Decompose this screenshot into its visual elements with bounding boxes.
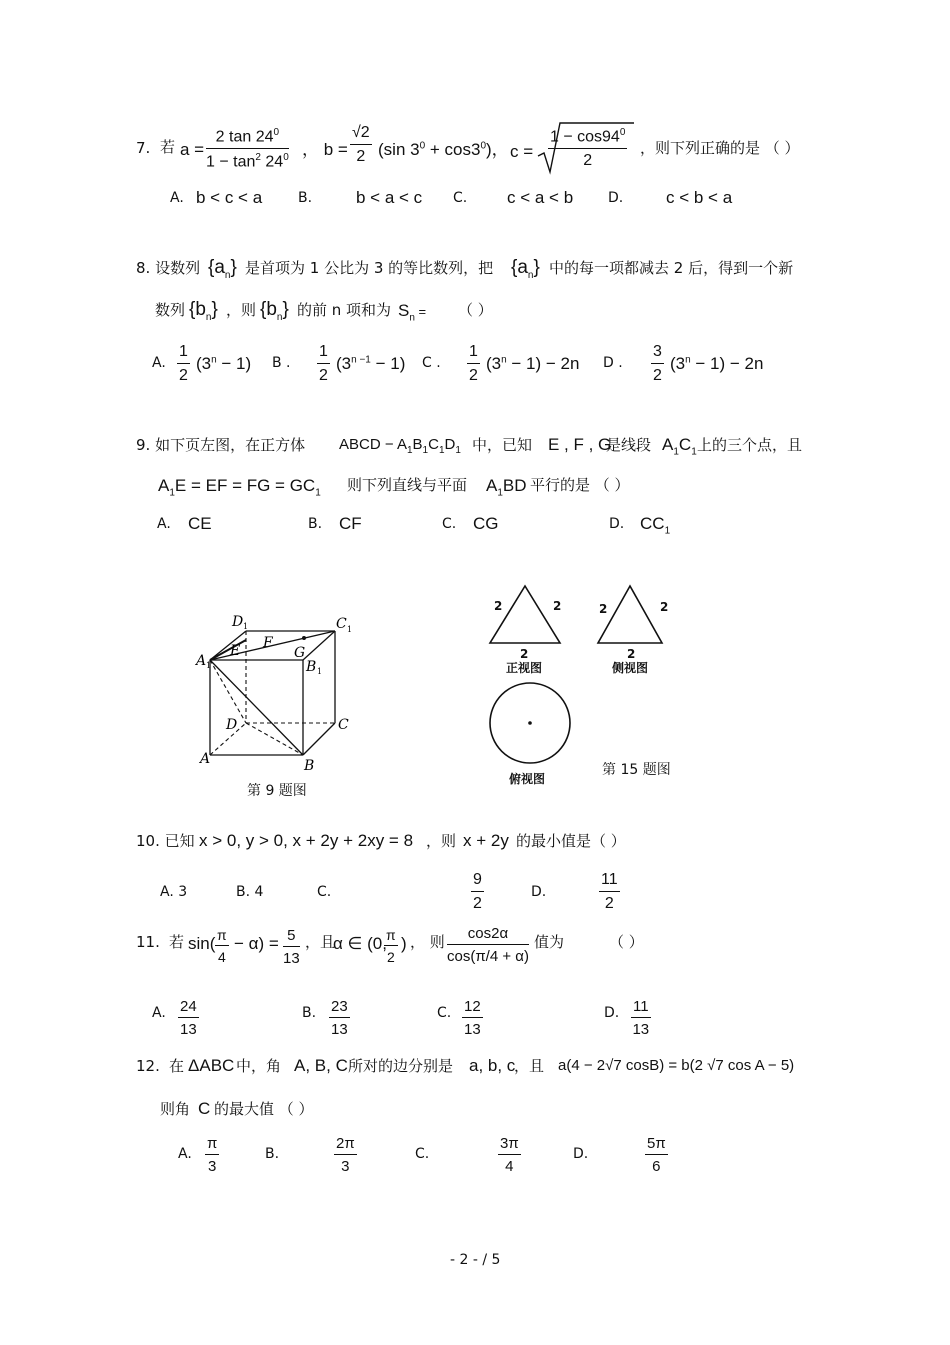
q7-c-fraction: $\frac{1 - \cos 94^0}{2}$ [550, 127, 626, 170]
q8-opt-d-label: D . [603, 355, 623, 371]
q10-line: 10. 已知 [136, 832, 195, 850]
q11-pre: 若 [169, 933, 185, 951]
q10-mid: ，则 [426, 832, 457, 850]
svg-text:1: 1 [243, 622, 249, 631]
q8-line1-mid: 是首项为 1 公比为 3 的等比数列，把 [245, 259, 494, 277]
q11-range: α ∈ (0, [333, 934, 387, 953]
svg-text:1: 1 [206, 661, 212, 670]
q7-a-fraction: $\frac{2 \tan 24^0}{1 - \tan^2 24^0}$ [206, 127, 289, 171]
q9-line1-mid: 中，已知 [472, 436, 533, 454]
q8-line2-pre: 数列 [155, 301, 186, 319]
label-d1: D [232, 614, 244, 630]
q12-sides: a, b, c [469, 1056, 516, 1075]
q7-b-eq: ， b = [302, 140, 348, 159]
page-number: - 2 - / 5 [450, 1252, 501, 1268]
q12-num: 12. [136, 1057, 160, 1075]
q7-tail: ，则下列正确的是 （ ） [640, 139, 800, 157]
q9-opt-b-label: B. [308, 516, 323, 532]
q12-mid: 中，角 [236, 1057, 282, 1075]
q8-opt-c-frac: $\frac{1}{2}$ [469, 343, 478, 384]
q12-opt-b-frac: $\frac{2\pi}{3}$ [336, 1135, 355, 1175]
q12-triangle: ΔABC [188, 1056, 235, 1075]
front-bottom-label: 2 [520, 647, 529, 661]
q12-pre: 在 [169, 1057, 185, 1075]
q12-opt-d-frac: $\frac{5\pi}{6}$ [647, 1135, 666, 1175]
label-b: B [304, 758, 315, 774]
q7-opt-b-label: B. [298, 190, 313, 206]
side-bottom-label: 2 [627, 647, 636, 661]
top-view-caption: 俯视图 [509, 772, 546, 786]
q11-minus: − α) = [234, 934, 279, 953]
q7-b-fraction: $\frac{√2}{2}$ [352, 124, 370, 165]
front-left-label: 2 [494, 599, 503, 613]
q9-line1-pre: 9. 如下页左图，在正方体 [136, 436, 306, 454]
q8-opt-b-expr: $(3^{n -1} - 1)$ [336, 354, 406, 373]
q12-mid3: ，且 [514, 1057, 545, 1075]
q12-opt-c-frac: $\frac{3\pi}{4}$ [500, 1135, 519, 1175]
front-right-label: 2 [553, 599, 562, 613]
label-a1: A [196, 653, 207, 669]
label-c1: C [336, 616, 347, 632]
q8-opt-b-label: B . [272, 355, 291, 371]
q12-opt-a-frac: $\frac{\pi}{3}$ [207, 1135, 218, 1175]
label-g: G [294, 645, 306, 661]
side-view-caption: 侧视图 [612, 661, 649, 675]
q9-line1-mid2: 是线段 [606, 436, 652, 454]
q10-tail: 的最小值是（ ） [516, 832, 626, 850]
label-a: A [200, 751, 211, 767]
q9-opt-b: CF [339, 514, 362, 533]
q9-line2-mid: 则下列直线与平面 [347, 476, 468, 494]
q8-line2-tail: 的前 n 项和为 [297, 301, 392, 319]
q12-mid2: 所对的边分别是 [348, 1057, 454, 1075]
q9-line1-tail: 上的三个点，且 [697, 436, 803, 454]
label-f: F [263, 635, 273, 651]
q10-opt-a: A. 3 [160, 884, 188, 900]
q12-opt-c-label: C. [415, 1146, 430, 1162]
q11-range-frac: $\frac{\pi}{2}$ [386, 927, 396, 965]
label-d: D [226, 717, 238, 733]
q11-paren: （ ） [609, 933, 644, 951]
figure-9-caption: 第 9 题图 [247, 783, 307, 799]
q11-opt-d-frac: $\frac{11}{13}$ [632, 998, 650, 1038]
front-view-caption: 正视图 [506, 661, 543, 675]
q10-opt-c-frac: $\frac{9}{2}$ [473, 871, 482, 912]
q11-pi-frac: $\frac{\pi}{4}$ [217, 927, 227, 965]
q10-cond: x > 0, y > 0, x + 2y + 2xy = 8 [199, 831, 414, 850]
q8-opt-a-label: A. [152, 355, 166, 371]
q8-seq-b2: $\{b_n\}$ [260, 299, 289, 323]
q12-line2: 则角 [160, 1100, 191, 1118]
q8-paren: （ ） [458, 301, 493, 319]
q8-opt-c-expr: $(3^n - 1) - 2n$ [486, 354, 580, 373]
q8-line2-mid: ，则 [226, 301, 257, 319]
side-view-triangle [598, 586, 662, 643]
q12-opt-b-label: B. [265, 1146, 280, 1162]
q12-opt-a-label: A. [178, 1146, 192, 1162]
svg-text:1: 1 [317, 667, 323, 676]
q9-points: E , F , G [548, 435, 612, 454]
q9-cube: ABCD − $A_1B_1C_1D_1$ [339, 436, 461, 456]
q8-opt-b-frac: $\frac{1}{2}$ [319, 343, 328, 384]
figure-9-cube [190, 605, 370, 780]
q8-opt-d-expr: $(3^n - 1) - 2n$ [670, 354, 764, 373]
q8-line1-tail: 中的每一项都减去 2 后，得到一个新 [549, 259, 794, 277]
q10-opt-d-frac: $\frac{11}{2}$ [601, 871, 618, 912]
q9-opt-d: $CC_1$ [640, 514, 671, 537]
q7-c-eq: c = [510, 142, 534, 161]
q9-opt-c-label: C. [442, 516, 457, 532]
label-b1: B [306, 659, 317, 675]
q11-mid: ，且 [305, 933, 336, 951]
q7-pre: 若 [160, 138, 176, 156]
q11-opt-c-label: C. [437, 1005, 452, 1021]
q11-opt-d-label: D. [604, 1005, 620, 1021]
q8-seq-a: $\{a_n\}$ [208, 257, 237, 281]
q9-opt-c: CG [473, 514, 499, 533]
q9-opt-d-label: D. [609, 516, 625, 532]
q8-seq-a2: $\{a_n\}$ [511, 257, 540, 281]
q9-line2-tail: 平行的是 （ ） [530, 476, 630, 494]
figure-15-caption: 第 15 题图 [602, 762, 671, 778]
side-right-label: 2 [660, 600, 669, 614]
q7-opt-a-label: A. [170, 190, 184, 206]
q9-opt-a: CE [188, 514, 212, 533]
label-c: C [338, 717, 349, 733]
q8-opt-c-label: C . [422, 355, 441, 371]
q7-b-tail: (sin $3^0 + \cos 3^0$)， [378, 140, 509, 159]
q11-sin: sin( [188, 934, 216, 953]
label-e: E [230, 643, 241, 659]
q8-seq-b: $\{b_n\}$ [189, 299, 218, 323]
q12-line2-tail: 的最大值 （ ） [214, 1100, 314, 1118]
q9-equal-chain: $A_1E$ = EF = FG = $GC_1$ [158, 476, 321, 499]
q12-angles: A, B, C [294, 1056, 348, 1075]
q11-opt-b-frac: $\frac{23}{13}$ [331, 998, 348, 1038]
side-left-label: 2 [599, 602, 608, 616]
q11-opt-c-frac: $\frac{12}{13}$ [464, 998, 481, 1038]
q12-equation: a(4 − 2√7 cosB) = b(2 √7 cos A − 5) [558, 1057, 795, 1074]
q11-tail: 值为 [534, 933, 565, 951]
q9-segment: $A_1C_1$ [662, 435, 697, 458]
q10-opt-c-label: C. [317, 884, 332, 900]
q8-sn: $S_n$ = [398, 301, 427, 324]
q11-opt-b-label: B. [302, 1005, 317, 1021]
q10-expr: x + 2y [463, 831, 509, 850]
q11-num: 11. [136, 933, 160, 951]
q8-line1-pre: 8. 设数列 [136, 259, 201, 277]
q11-main-frac: $\frac{\cos 2\alpha}{\cos(\pi/4 + \alpha)}$ [447, 925, 529, 965]
q11-opt-a-frac: $\frac{24}{13}$ [180, 998, 197, 1038]
q12-opt-d-label: D. [573, 1146, 589, 1162]
q7-opt-c-label: C. [453, 190, 468, 206]
q12-c: C [198, 1099, 211, 1118]
q8-opt-a-frac: $\frac{1}{2}$ [179, 343, 188, 384]
q7-opt-c: c < a < b [507, 188, 574, 207]
front-view-triangle [490, 586, 560, 643]
q7-a-eq: a = [180, 140, 205, 159]
q11-value-frac: $\frac{5}{13}$ [283, 927, 300, 967]
q7-opt-a: b < c < a [196, 188, 263, 207]
q9-opt-a-label: A. [157, 516, 171, 532]
q10-opt-b: B. 4 [236, 884, 264, 900]
q11-mid2: ， 则 [410, 933, 445, 951]
svg-text:1: 1 [347, 625, 353, 634]
q11-range-close: ) [401, 934, 407, 953]
q7-opt-b: b < a < c [356, 188, 423, 207]
q7-opt-d-label: D. [608, 190, 624, 206]
q8-opt-a-expr: $(3^n - 1)$ [196, 354, 252, 373]
q10-opt-d-label: D. [531, 884, 547, 900]
q11-opt-a-label: A. [152, 1005, 166, 1021]
q9-plane: $A_1BD$ [486, 476, 527, 499]
q7-number: 7. [136, 139, 151, 157]
q8-opt-d-frac: $\frac{3}{2}$ [653, 343, 662, 384]
figure-15-views [480, 578, 690, 793]
q7-opt-d: c < b < a [666, 188, 733, 207]
